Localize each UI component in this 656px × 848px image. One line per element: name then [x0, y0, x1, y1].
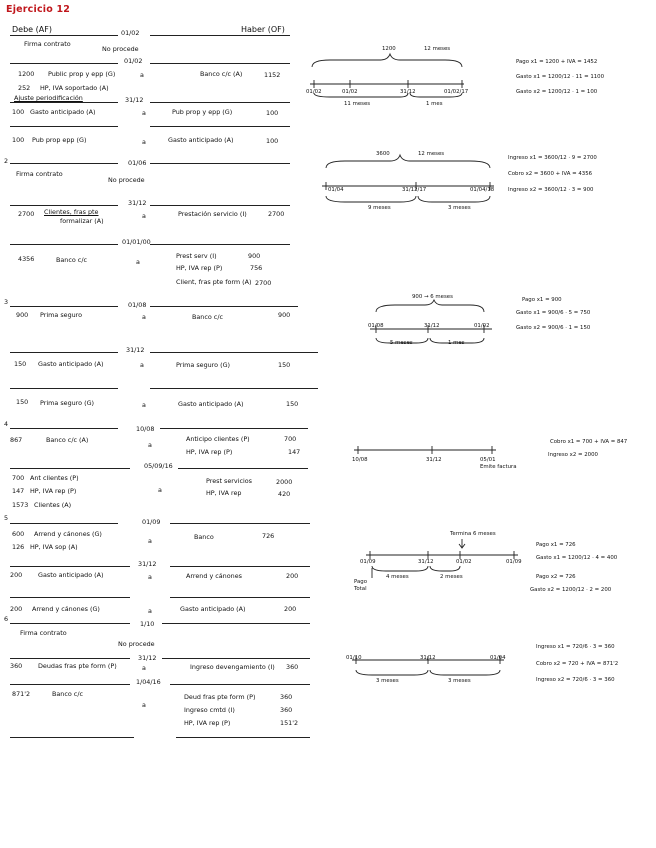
ex3-number: 3	[4, 298, 9, 306]
tl2-formula: Ingreso x1 = 3600/12 · 9 = 2700	[508, 155, 597, 161]
tl1-formula: Pago x1 = 1200 + IVA = 1452	[516, 59, 598, 65]
tl3-formula: Gasto x1 = 900/6 · 5 = 750	[516, 310, 591, 316]
tl2-formula: Cobro x2 = 3600 + IVA = 4356	[508, 171, 593, 177]
ex6-amount: 360	[286, 663, 299, 671]
tl5-date: 01/09	[360, 559, 376, 565]
tl3-span: 5 meses	[390, 340, 413, 346]
tl2-date: 01/04/18	[470, 187, 495, 193]
tl3-span: 1 mes	[448, 340, 465, 346]
ex1-account: Pub prop epp (G)	[32, 136, 87, 144]
ex5-a: a	[148, 573, 152, 581]
top-brace	[376, 300, 484, 312]
ex3-a: a	[140, 361, 144, 369]
ex1-a: a	[142, 138, 146, 146]
tl6-date: 01/10	[346, 655, 362, 661]
ex4-amount: 700	[284, 435, 297, 443]
ex1-a: a	[140, 71, 144, 79]
header-date: 01/02	[121, 29, 140, 37]
tl2-amount: 3600	[376, 151, 390, 157]
timeline-1	[310, 54, 464, 97]
ex4-a: a	[148, 441, 152, 449]
tl5-formula: Gasto x1 = 1200/12 · 4 = 400	[536, 555, 618, 561]
tl4-formula: Cobro x1 = 700 + IVA = 847	[550, 439, 628, 445]
bottom-brace	[356, 670, 428, 675]
ex1-amount: 100	[266, 137, 279, 145]
tl5-formula: Pago x2 = 726	[536, 574, 576, 580]
ex5-amount: 200	[10, 571, 23, 579]
tl6-span: 3 meses	[448, 678, 471, 684]
ex4-date: 10/08	[136, 425, 155, 433]
ex4-amount: 867	[10, 436, 23, 444]
tl6-span: 3 meses	[376, 678, 399, 684]
tl5-span: 2 meses	[440, 574, 463, 580]
ex5-amount: 200	[284, 605, 297, 613]
debe-header: Debe (AF)	[12, 25, 52, 34]
ex6-amount: 360	[10, 662, 23, 670]
timeline-2	[322, 155, 494, 202]
bottom-brace	[372, 566, 428, 571]
ex5-date: 01/09	[142, 518, 161, 526]
ex1-account: Gasto anticipado (A)	[168, 136, 234, 144]
ex2-account: Client, fras pte form (A)	[176, 278, 252, 286]
ex3-amount: 150	[14, 360, 27, 368]
tl2-span: 9 meses	[368, 205, 391, 211]
tl3-formula: Gasto x2 = 900/6 · 1 = 150	[516, 325, 591, 331]
tl3-amount: 900 → 6 meses	[412, 294, 453, 300]
bottom-brace	[326, 196, 416, 202]
tl4-date: 05/01	[480, 457, 496, 463]
ex5-account: Arrend y cánones (G)	[34, 530, 102, 538]
ex5-a: a	[148, 537, 152, 545]
ex2-amount: 900	[248, 252, 261, 260]
ex4-account: HP, IVA rep	[206, 489, 242, 497]
tl2-date: 31/12/17	[402, 187, 427, 193]
ex6-a: a	[142, 701, 146, 709]
ex3-amount: 150	[286, 400, 299, 408]
ex2-a: a	[142, 212, 146, 220]
tl4-formula: Ingreso x2 = 2000	[548, 452, 598, 458]
ex3-amount: 900	[16, 311, 29, 319]
tl1-span: 11 meses	[344, 101, 371, 107]
ex1-amount: 100	[12, 136, 25, 144]
ex4-account: Anticipo clientes (P)	[186, 435, 250, 443]
ex4-amount: 2000	[276, 478, 293, 486]
bottom-brace	[430, 670, 500, 675]
ex6-account: Deud fras pte form (P)	[184, 693, 256, 701]
tl5-date: 01/02	[456, 559, 472, 565]
timeline-4	[354, 446, 496, 454]
top-brace	[312, 54, 462, 67]
ex1-adjust: Ajuste periodificación	[14, 94, 83, 102]
ex3-account: Gasto anticipado (A)	[178, 400, 244, 408]
ex4-a: a	[158, 486, 162, 494]
haber-header: Haber (OF)	[241, 25, 285, 34]
ex6-number: 6	[4, 615, 9, 623]
ex2-amount: 2700	[18, 210, 35, 218]
ex2-amount: 756	[250, 264, 263, 272]
ex5-amount: 726	[262, 532, 275, 540]
tl1-date: 01/02/17	[444, 89, 469, 95]
tl5-note: Termina 6 meses	[450, 531, 496, 537]
ex5-amount: 200	[286, 572, 299, 580]
ex4-amount: 700	[12, 474, 25, 482]
ex5-a: a	[148, 607, 152, 615]
ex4-amount: 420	[278, 490, 291, 498]
tl1-formula: Gasto x2 = 1200/12 · 1 = 100	[516, 89, 598, 95]
tl5-formula: Pago x1 = 726	[536, 542, 576, 548]
tl3-date: 31/12	[424, 323, 440, 329]
ex6-account: Deudas fras pte form (P)	[38, 662, 117, 670]
tl1-months: 12 meses	[424, 46, 451, 52]
ex5-amount: 200	[10, 605, 23, 613]
ex3-account: Gasto anticipado (A)	[38, 360, 104, 368]
tl6-date: 01/04	[490, 655, 506, 661]
tl2-months: 12 meses	[418, 151, 445, 157]
ex1-amount: 100	[266, 109, 279, 117]
ex3-date: 31/12	[126, 346, 145, 354]
ex1-a: a	[142, 109, 146, 117]
ex1-amount: 100	[12, 108, 25, 116]
ex2-number: 2	[4, 157, 9, 165]
ex1-date: 31/12	[125, 96, 144, 104]
ex6-account: Ingreso devengamiento (I)	[190, 663, 275, 671]
ex3-account: Prima seguro (G)	[176, 361, 231, 369]
tl2-span: 3 meses	[448, 205, 471, 211]
ex2-amount: 2700	[268, 210, 285, 218]
ex5-date: 31/12	[138, 560, 157, 568]
ex1-account: Gasto anticipado (A)	[30, 108, 96, 116]
ex6-account: Ingreso cmtd (I)	[184, 706, 235, 714]
ex1-amount: 252	[18, 84, 31, 92]
ex1-account: Public prop y epp (G)	[48, 70, 116, 78]
ex6-amount: 360	[280, 693, 293, 701]
ex2-note: Firma contrato	[16, 170, 63, 178]
tl6-formula: Cobro x2 = 720 + IVA = 871'2	[536, 661, 619, 667]
ex3-a: a	[142, 313, 146, 321]
tl1-date: 01/02	[342, 89, 358, 95]
ex4-account: Clientes (A)	[34, 501, 72, 509]
ex1-date: 01/02	[124, 57, 143, 65]
ex1-note: Firma contrato	[24, 40, 71, 48]
ex6-a: a	[142, 664, 146, 672]
tl4-note: Emite factura	[480, 464, 517, 470]
ex3-amount: 150	[278, 361, 291, 369]
tl3-date: 01/02	[474, 323, 490, 329]
ex2-amount: 2700	[255, 279, 272, 287]
tl6-formula: Ingreso x1 = 720/6 · 3 = 360	[536, 644, 615, 650]
ex1-account: Pub prop y epp (G)	[172, 108, 233, 116]
ex3-account: Banco c/c	[192, 313, 223, 321]
tl3-date: 01/08	[368, 323, 384, 329]
ex4-amount: 1573	[12, 501, 29, 509]
ex2-amount: 4356	[18, 255, 35, 263]
ex4-account: Prest servicios	[206, 477, 253, 485]
ex5-account: HP, IVA sop (A)	[30, 543, 78, 551]
ex4-amount: 147	[288, 448, 301, 456]
ex1-amount: 1200	[18, 70, 35, 78]
ex2-date: 31/12	[128, 199, 147, 207]
ex4-number: 4	[4, 420, 9, 428]
tl5-note: Pago	[354, 579, 368, 585]
tl1-date: 01/02	[306, 89, 322, 95]
bottom-brace	[430, 566, 460, 571]
ex2-note: No procede	[108, 176, 145, 184]
ex2-account: Clientes, fras pte	[44, 208, 99, 216]
ex2-date: 01/06	[128, 159, 147, 167]
page-title: Ejercicio 12	[6, 4, 71, 15]
tl1-date: 31/12	[400, 89, 416, 95]
bottom-brace	[418, 196, 490, 202]
ex5-account: Gasto anticipado (A)	[38, 571, 104, 579]
ex6-account: HP, IVA rep (P)	[184, 719, 231, 727]
ex1-account: Banco c/c (A)	[200, 70, 243, 78]
tl1-amount: 1200	[382, 46, 396, 52]
ex1-account: HP, IVA soportado (A)	[40, 84, 109, 92]
ex3-account: Prima seguro	[40, 311, 83, 319]
ex3-amount: 900	[278, 311, 291, 319]
ex2-account: formalizar (A)	[60, 217, 104, 225]
ex2-account: Banco c/c	[56, 256, 87, 264]
ex4-amount: 147	[12, 487, 25, 495]
ex6-date: 1/10	[140, 620, 155, 628]
bottom-brace	[314, 93, 408, 97]
ex5-amount: 600	[12, 530, 25, 538]
ex6-amount: 360	[280, 706, 293, 714]
ex6-note: Firma contrato	[20, 629, 67, 637]
tl5-formula: Gasto x2 = 1200/12 · 2 = 200	[530, 587, 612, 593]
tl5-note: Total	[354, 586, 367, 592]
ex5-account: Gasto anticipado (A)	[180, 605, 246, 613]
tl6-formula: Ingreso x2 = 720/6 · 3 = 360	[536, 677, 615, 683]
ex1-note: No procede	[102, 45, 139, 53]
tl4-date: 10/08	[352, 457, 368, 463]
ex4-account: HP, IVA rep (P)	[30, 487, 77, 495]
tl4-date: 31/12	[426, 457, 442, 463]
ex4-date: 05/09/16	[144, 462, 173, 470]
ex6-note: No procede	[118, 640, 155, 648]
ex6-account: Banco c/c	[52, 690, 83, 698]
ex6-amount: 871'2	[12, 690, 31, 698]
ex4-account: Banco c/c (A)	[46, 436, 89, 444]
ex3-account: Prima seguro (G)	[40, 399, 95, 407]
ex5-amount: 126	[12, 543, 25, 551]
ex4-account: HP, IVA rep (P)	[186, 448, 233, 456]
ex3-amount: 150	[16, 398, 29, 406]
ex2-date: 01/01/00	[122, 238, 151, 246]
tl3-formula: Pago x1 = 900	[522, 297, 562, 303]
ex2-a: a	[136, 258, 140, 266]
ex6-amount: 151'2	[280, 719, 299, 727]
top-brace	[326, 155, 490, 168]
ex5-account: Arrend y cánones	[186, 572, 242, 580]
ex2-account: Prest serv (I)	[176, 252, 217, 260]
ex5-account: Banco	[194, 533, 214, 541]
tl6-date: 31/12	[420, 655, 436, 661]
tl2-date: 01/04	[328, 187, 344, 193]
tl5-date: 01/09	[506, 559, 522, 565]
tl2-formula: Ingreso x2 = 3600/12 · 3 = 900	[508, 187, 594, 193]
ex2-account: Prestación servicio (I)	[178, 210, 247, 218]
tl1-span: 1 mes	[426, 101, 443, 107]
ex5-account: Arrend y cánones (G)	[32, 605, 100, 613]
tl1-formula: Gasto x1 = 1200/12 · 11 = 1100	[516, 74, 605, 80]
ex1-amount: 1152	[264, 71, 281, 79]
tl5-date: 31/12	[418, 559, 434, 565]
tl5-span: 4 meses	[386, 574, 409, 580]
ex5-number: 5	[4, 514, 9, 522]
ex2-account: HP, IVA rep (P)	[176, 264, 223, 272]
ex6-date: 1/04/16	[136, 678, 161, 686]
ex6-date: 31/12	[138, 654, 157, 662]
ex3-a: a	[142, 401, 146, 409]
ex3-date: 01/08	[128, 301, 147, 309]
ex4-account: Ant clientes (P)	[30, 474, 79, 482]
